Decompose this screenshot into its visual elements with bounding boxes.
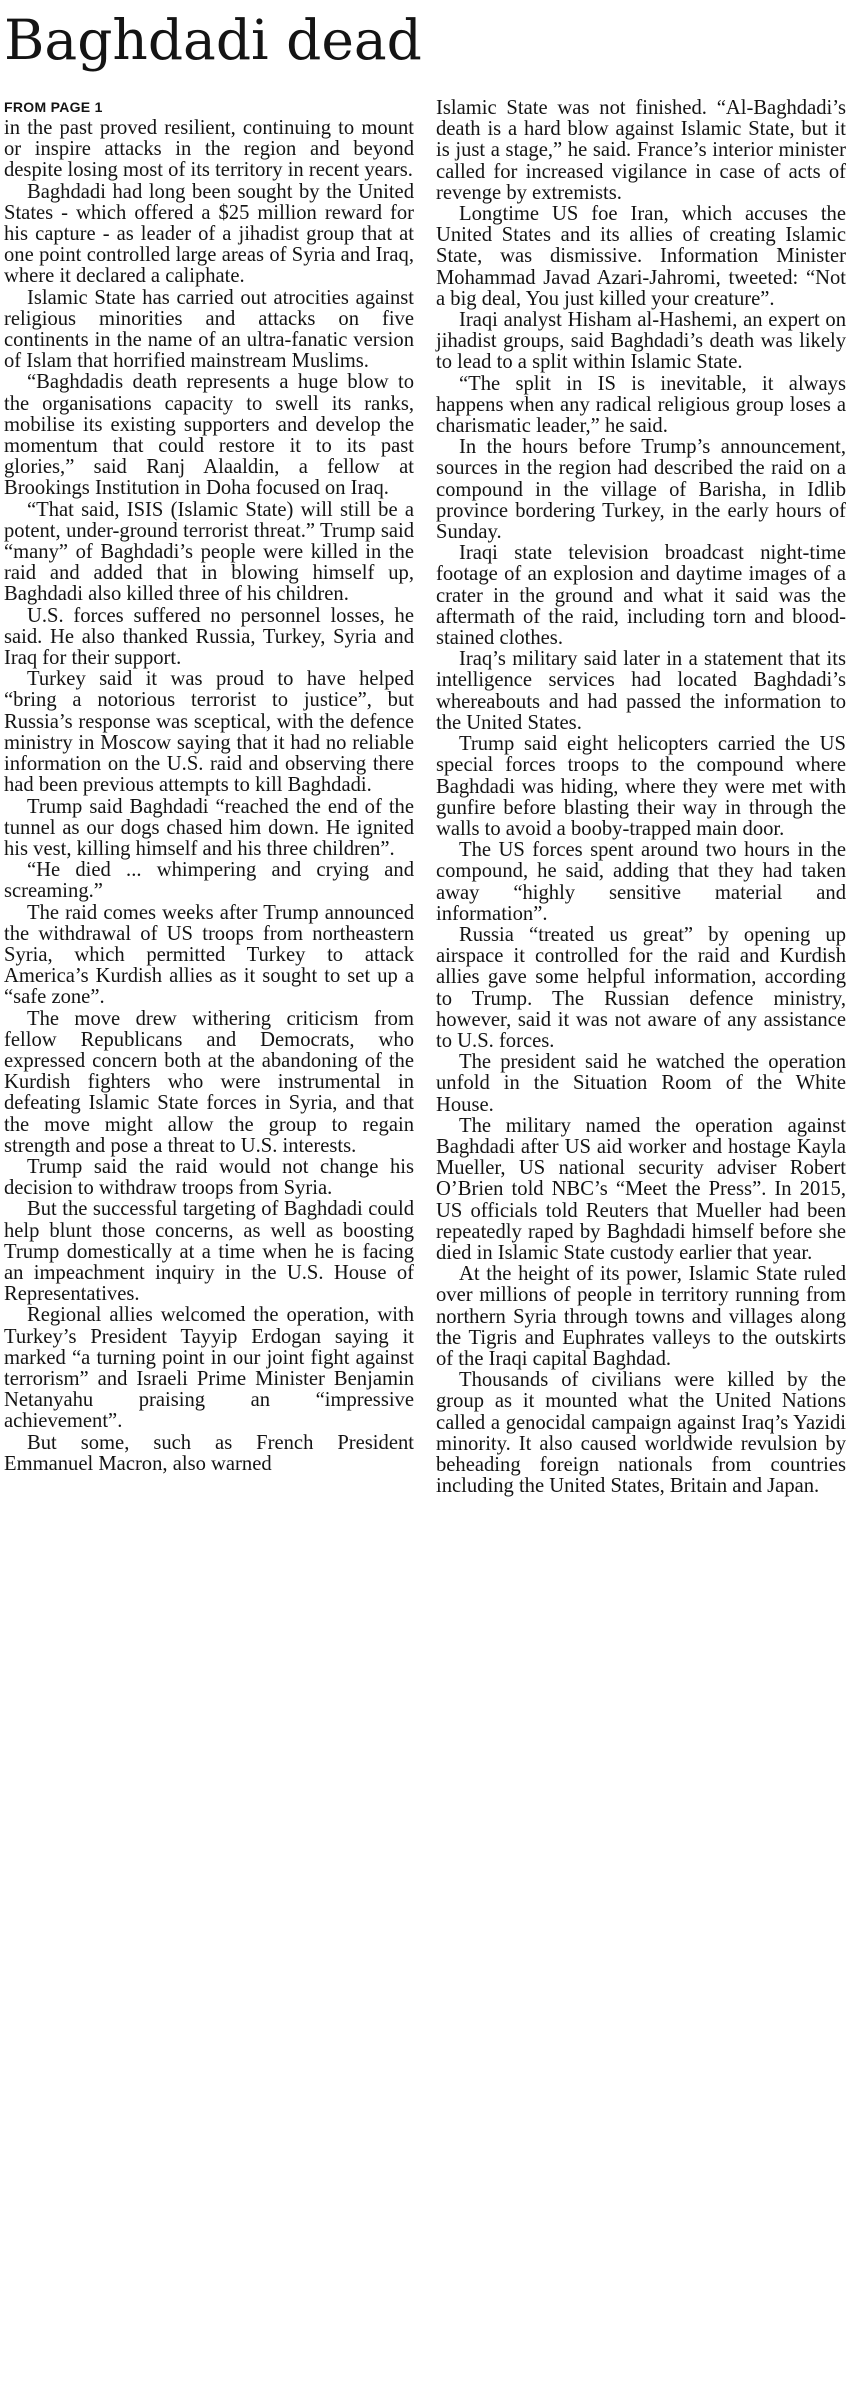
paragraph: Trump said the raid would not change his decision to withdraw troops from Syria.	[4, 1155, 414, 1200]
paragraph: Russia “treated us great” by opening up airspace it controlled for the raid and Kurdish allies gave some helpful information, according to Trump. The Russian defence ministry, however, said it was not aware of any assistance to U.S. forces.	[436, 923, 846, 1052]
left-column	[4, 98, 414, 1475]
paragraph: Trump said eight helicopters carried the US special forces troops to the compound where Baghdadi was hiding, where they were met with gunfire before blasting their way in through the walls to avoid a booby-trapped main door.	[436, 733, 846, 840]
paragraph: Regional allies welcomed the operation, with Turkey’s President Tayyip Erdogan saying it marked “a turning point in our joint fight against terrorism” and Israeli Prime Minister Benjamin Netanyahu praising an “impressive achievement”.	[4, 1304, 414, 1433]
paragraph: The US forces spent around two hours in the compound, he said, adding that they had taken away “highly sensitive material and information”.	[436, 839, 846, 925]
paragraph: “The split in IS is inevitable, it always happens when any radical religious group loses a charismatic leader,” he said.	[436, 372, 846, 438]
paragraph: Turkey said it was proud to have helped “bring a notorious terrorist to justice”, but Russia’s response was sceptical, with the defence ministry in Moscow saying that it had no reliable information on the U.S. raid and observing there had been previous attempts to kill Baghdadi.	[4, 668, 414, 797]
paragraph: Longtime US foe Iran, which accuses the United States and its allies of creating Islamic State, was dismissive. Information Minister Mohammad Javad Azari-Jahromi, tweeted: “Not a big deal, You just killed your creature”.	[436, 203, 846, 310]
paragraph: Thousands of civilians were killed by the group as it mounted what the United Nations called a genocidal campaign against Iraq’s Yazidi minority. It also caused worldwide revulsion by beheading foreign nationals from countries including the United States, Britain and Japan.	[436, 1369, 846, 1498]
paragraph: Iraq’s military said later in a statement that its intelligence services had located Baghdadi’s whereabouts and had passed the information to the United States.	[436, 648, 846, 734]
right-column	[436, 98, 846, 1497]
paragraph: The president said he watched the operation unfold in the Situation Room of the White House.	[436, 1051, 846, 1116]
paragraph: At the height of its power, Islamic State ruled over millions of people in territory running from northern Syria through towns and villages along the Tigris and Euphrates valleys to the outskirts of the Iraqi capital Baghdad.	[436, 1263, 846, 1370]
paragraph: But some, such as French President Emmanuel Macron, also warned	[4, 1431, 414, 1475]
paragraph: “He died ... whimpering and crying and screaming.”	[4, 859, 414, 903]
paragraph: Trump said Baghdadi “reached the end of the tunnel as our dogs chased him down. He ignited his vest, killing himself and his three children”.	[4, 795, 414, 860]
paragraph: Iraqi state television broadcast night-time footage of an explosion and daytime images of a crater in the ground and what it said was the aftermath of the raid, including torn and blood-stained clothes.	[436, 542, 846, 650]
paragraph: The raid comes weeks after Trump announced the withdrawal of US troops from northeastern Syria, which permitted Turkey to attack America’s Kurdish allies as it sought to set up a “safe zone”.	[4, 901, 414, 1009]
paragraph: U.S. forces suffered no personnel losses, he said. He also thanked Russia, Turkey, Syria and Iraq for their support.	[4, 604, 414, 670]
paragraph: Baghdadi had long been sought by the United States - which offered a $25 million reward for his capture - as leader of a jihadist group that at one point controlled large areas of Syria and Iraq, where it declared a caliphate.	[4, 180, 414, 288]
paragraph: But the successful targeting of Baghdadi could help blunt those concerns, as well as boosting Trump domestically at a time when he is facing an impeachment inquiry in the U.S. House of Representatives.	[4, 1198, 414, 1306]
paragraph: The military named the operation against Baghdadi after US aid worker and hostage Kayla Mueller, US national security adviser Robert O’Brien told NBC’s “Meet the Press”. In 2015, US officials told Reuters that Mueller had been repeatedly raped by Baghdadi himself before she died in Islamic State custody earlier that year.	[436, 1114, 846, 1264]
paragraph: In the hours before Trump’s announcement, sources in the region had described the raid on a compound in the village of Barisha, in Idlib province bordering Turkey, in the early hours of Sunday.	[436, 436, 846, 544]
paragraph: Islamic State was not finished. “Al-Baghdadi’s death is a hard blow against Islamic State, but it is just a stage,” he said. France’s interior minister called for increased vigilance in case of acts of revenge by extremists.	[436, 97, 846, 204]
paragraph: Islamic State has carried out atrocities against religious minorities and attacks on five continents in the name of an ultra-fanatic version of Islam that horrified mainstream Muslims.	[4, 286, 414, 373]
paragraph: The move drew withering criticism from fellow Republicans and Democrats, who expressed concern both at the abandoning of the Kurdish fighters who were instrumental in defeating Islamic State forces in Syria, and that the move might allow the group to regain strength and pose a threat to U.S. interests.	[4, 1007, 414, 1157]
paragraph: “That said, ISIS (Islamic State) will still be a potent, under-ground terrorist threat.” Trump said “many” of Baghdadi’s people were killed in the raid and added that in blowing himself up, Baghdadi also killed three of his children.	[4, 498, 414, 606]
paragraph: Iraqi analyst Hisham al-Hashemi, an expert on jihadist groups, said Baghdadi’s death was likely to lead to a split within Islamic State.	[436, 309, 846, 374]
paragraph: in the past proved resilient, continuing to mount or inspire attacks in the region and beyond despite losing most of its territory in recent years.	[4, 117, 414, 182]
headline: Baghdadi dead	[4, 8, 422, 72]
paragraph: “Baghdadis death represents a huge blow to the organisations capacity to swell its ranks, mobilise its existing supporters and develop the momentum that could restore it to its past glories,” said Ranj Alaaldin, a fellow at Brookings Institution in Doha focused on Iraq.	[4, 371, 414, 500]
continuation-kicker: FROM PAGE 1	[4, 99, 103, 115]
